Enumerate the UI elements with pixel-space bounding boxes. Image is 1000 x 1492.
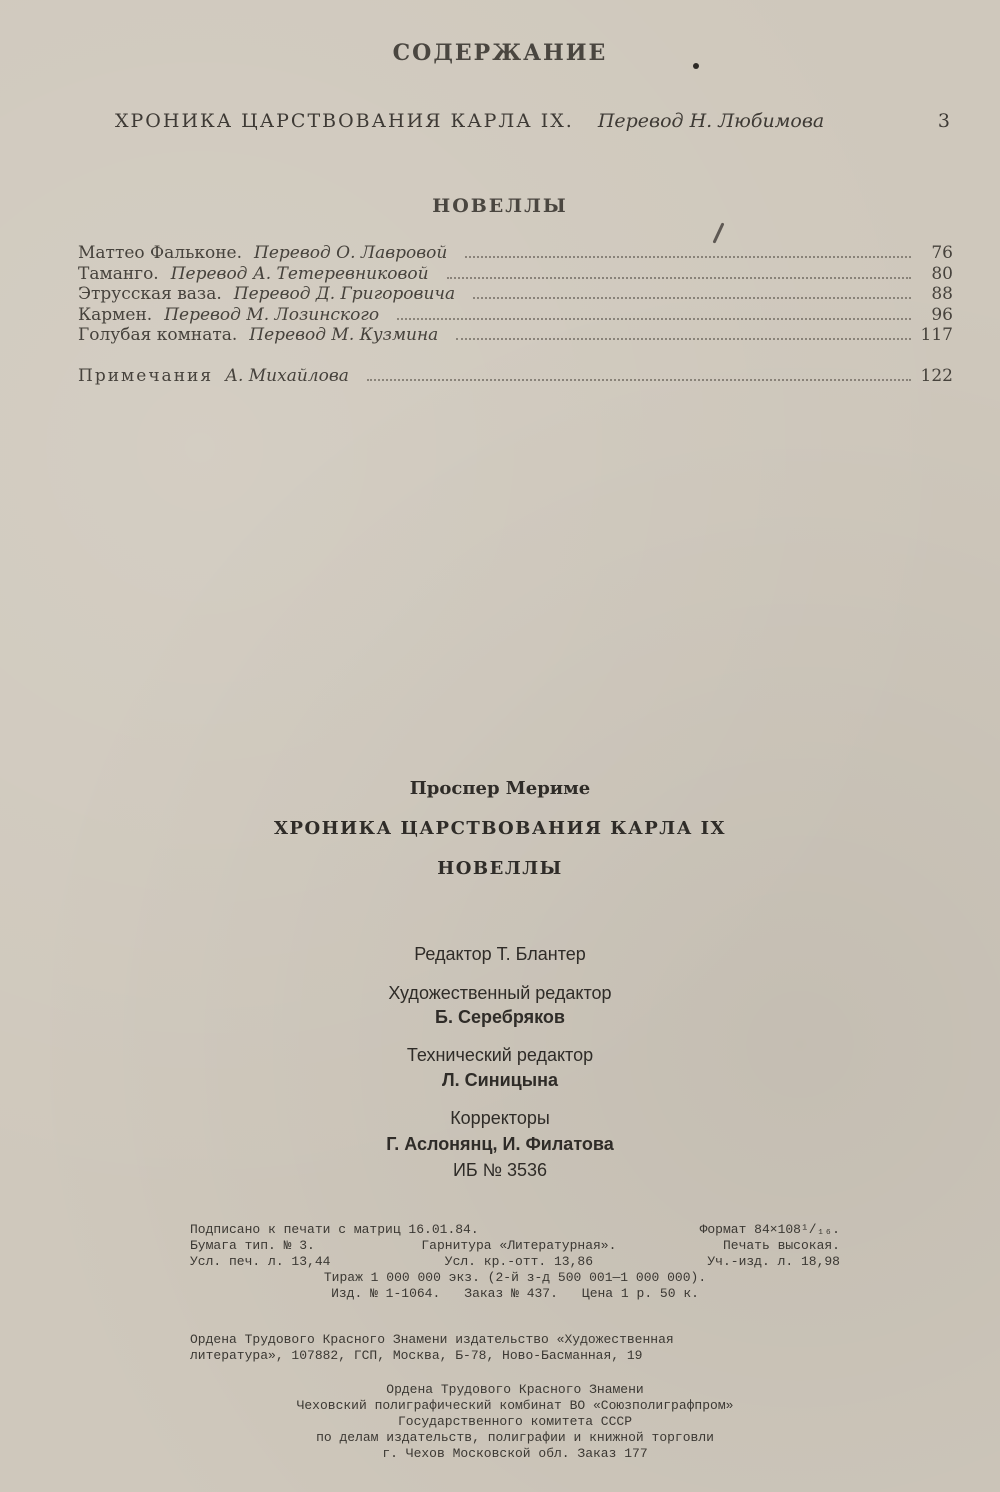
tech-editor-name: Л. Синицына [442, 1070, 558, 1090]
ib-number: ИБ № 3536 [452, 1160, 548, 1180]
toc-notes-item [78, 366, 953, 387]
toc-heading: СОДЕРЖАНИЕ [392, 40, 608, 66]
toc-leader-dots [367, 379, 911, 381]
printer-info [190, 1382, 840, 1462]
toc-item [78, 243, 953, 264]
toc-item-work: Кармен. [78, 304, 153, 325]
printer-line: по делам издательств, полиграфии и книжной торговли [316, 1430, 714, 1445]
correctors-role: Корректоры [450, 1108, 550, 1128]
toc-notes-work: Примечания [78, 365, 214, 386]
toc-notes-translator: А. Михайлова [225, 365, 349, 386]
toc-item [78, 284, 953, 305]
toc-main-title: ХРОНИКА ЦАРСТВОВАНИЯ КАРЛА IX. [115, 110, 574, 132]
colophon-row [190, 1270, 840, 1286]
toc-section-heading: НОВЕЛЛЫ [432, 195, 568, 217]
printer-line: Чеховский полиграфический комбинат ВО «Союзполиграфпром» [296, 1398, 734, 1413]
toc-item [78, 264, 953, 285]
toc-leader-dots [473, 297, 911, 299]
toc-main-page: 3 [937, 110, 950, 132]
toc-item-translator: Перевод О. Лавровой [254, 243, 448, 263]
colophon-print-sheets: Усл. печ. л. 13,44 [190, 1254, 331, 1269]
tech-editor-role: Технический редактор [406, 1045, 594, 1065]
colophon-signed: Подписано к печати с матриц 16.01.84. [190, 1222, 479, 1237]
colophon-color-prints: Усл. кр.-отт. 13,86 [444, 1254, 594, 1269]
printer-line: Государственного комитета СССР [397, 1414, 633, 1429]
colophon-publ-sheets: Уч.-изд. л. 18,98 [707, 1254, 840, 1269]
toc-leader-dots [465, 256, 911, 258]
toc-item-work: Голубая комната. [78, 325, 238, 345]
toc-item-page: 96 [931, 304, 953, 325]
publisher-info [190, 1332, 840, 1364]
imprint-subtitle: НОВЕЛЛЫ [437, 858, 563, 879]
toc-list [78, 243, 953, 386]
printer-line: Ордена Трудового Красного Знамени [386, 1382, 644, 1397]
toc-item-page: 88 [931, 284, 953, 304]
colophon-format: Формат 84×108¹/₁₆. [699, 1222, 840, 1237]
colophon-row [190, 1254, 840, 1270]
toc-leader-dots [456, 338, 910, 340]
art-editor-role: Художественный редактор [388, 983, 612, 1003]
colophon-run: Тираж 1 000 000 экз. (2-й з-д 500 001—1 000 000). [323, 1270, 707, 1285]
toc-leader-dots [397, 318, 911, 320]
toc-item-page: 80 [931, 263, 953, 284]
imprint-title: ХРОНИКА ЦАРСТВОВАНИЯ КАРЛА IX [273, 818, 727, 839]
colophon-izd: Изд. № 1-1064. [331, 1286, 441, 1301]
colophon-row [190, 1238, 840, 1254]
toc-item-translator: Перевод М. Кузмина [249, 325, 439, 345]
toc-main-left [115, 110, 824, 132]
toc-item-work: Таманго. [78, 263, 159, 284]
colophon-row [190, 1222, 840, 1238]
toc-item-work: Этрусская ваза. [78, 284, 222, 304]
colophon-row [190, 1286, 840, 1302]
toc-main-entry [115, 110, 950, 132]
ink-speck [693, 63, 699, 69]
toc-item-translator: Перевод А. Тетеревниковой [170, 263, 429, 284]
colophon-printing: Печать высокая. [722, 1238, 840, 1253]
toc-item-translator: Перевод М. Лозинского [164, 304, 380, 325]
toc-item-page: 76 [931, 243, 953, 263]
toc-item-page: 117 [920, 325, 953, 345]
printer-line: г. Чехов Московской обл. Заказ 177 [382, 1446, 648, 1461]
toc-item [78, 325, 953, 346]
colophon-price: Цена 1 р. 50 к. [581, 1286, 699, 1301]
publisher-line: Ордена Трудового Красного Знамени издательство «Художественная [190, 1332, 674, 1347]
art-editor-name: Б. Серебряков [435, 1007, 565, 1027]
colophon-order: Заказ № 437. [464, 1286, 558, 1301]
publisher-line: литература», 107882, ГСП, Москва, Б-78, Ново-Басманная, 19 [190, 1348, 643, 1363]
toc-item-translator: Перевод Д. Григоровича [233, 284, 456, 304]
toc-item-work: Маттео Фальконе. [78, 243, 243, 263]
colophon-paper: Бумага тип. № 3. [190, 1238, 315, 1253]
ink-speck [712, 222, 724, 243]
toc-item [78, 305, 953, 326]
imprint-author: Проспер Мериме [409, 778, 591, 799]
correctors-names: Г. Аслонянц, И. Филатова [386, 1134, 614, 1154]
editor-credit: Редактор Т. Блантер [414, 944, 586, 964]
colophon [190, 1222, 840, 1302]
toc-leader-dots [447, 277, 911, 279]
colophon-typeface: Гарнитура «Литературная». [421, 1238, 617, 1253]
toc-main-translator: Перевод Н. Любимова [597, 110, 825, 132]
toc-notes-page: 122 [920, 365, 953, 386]
